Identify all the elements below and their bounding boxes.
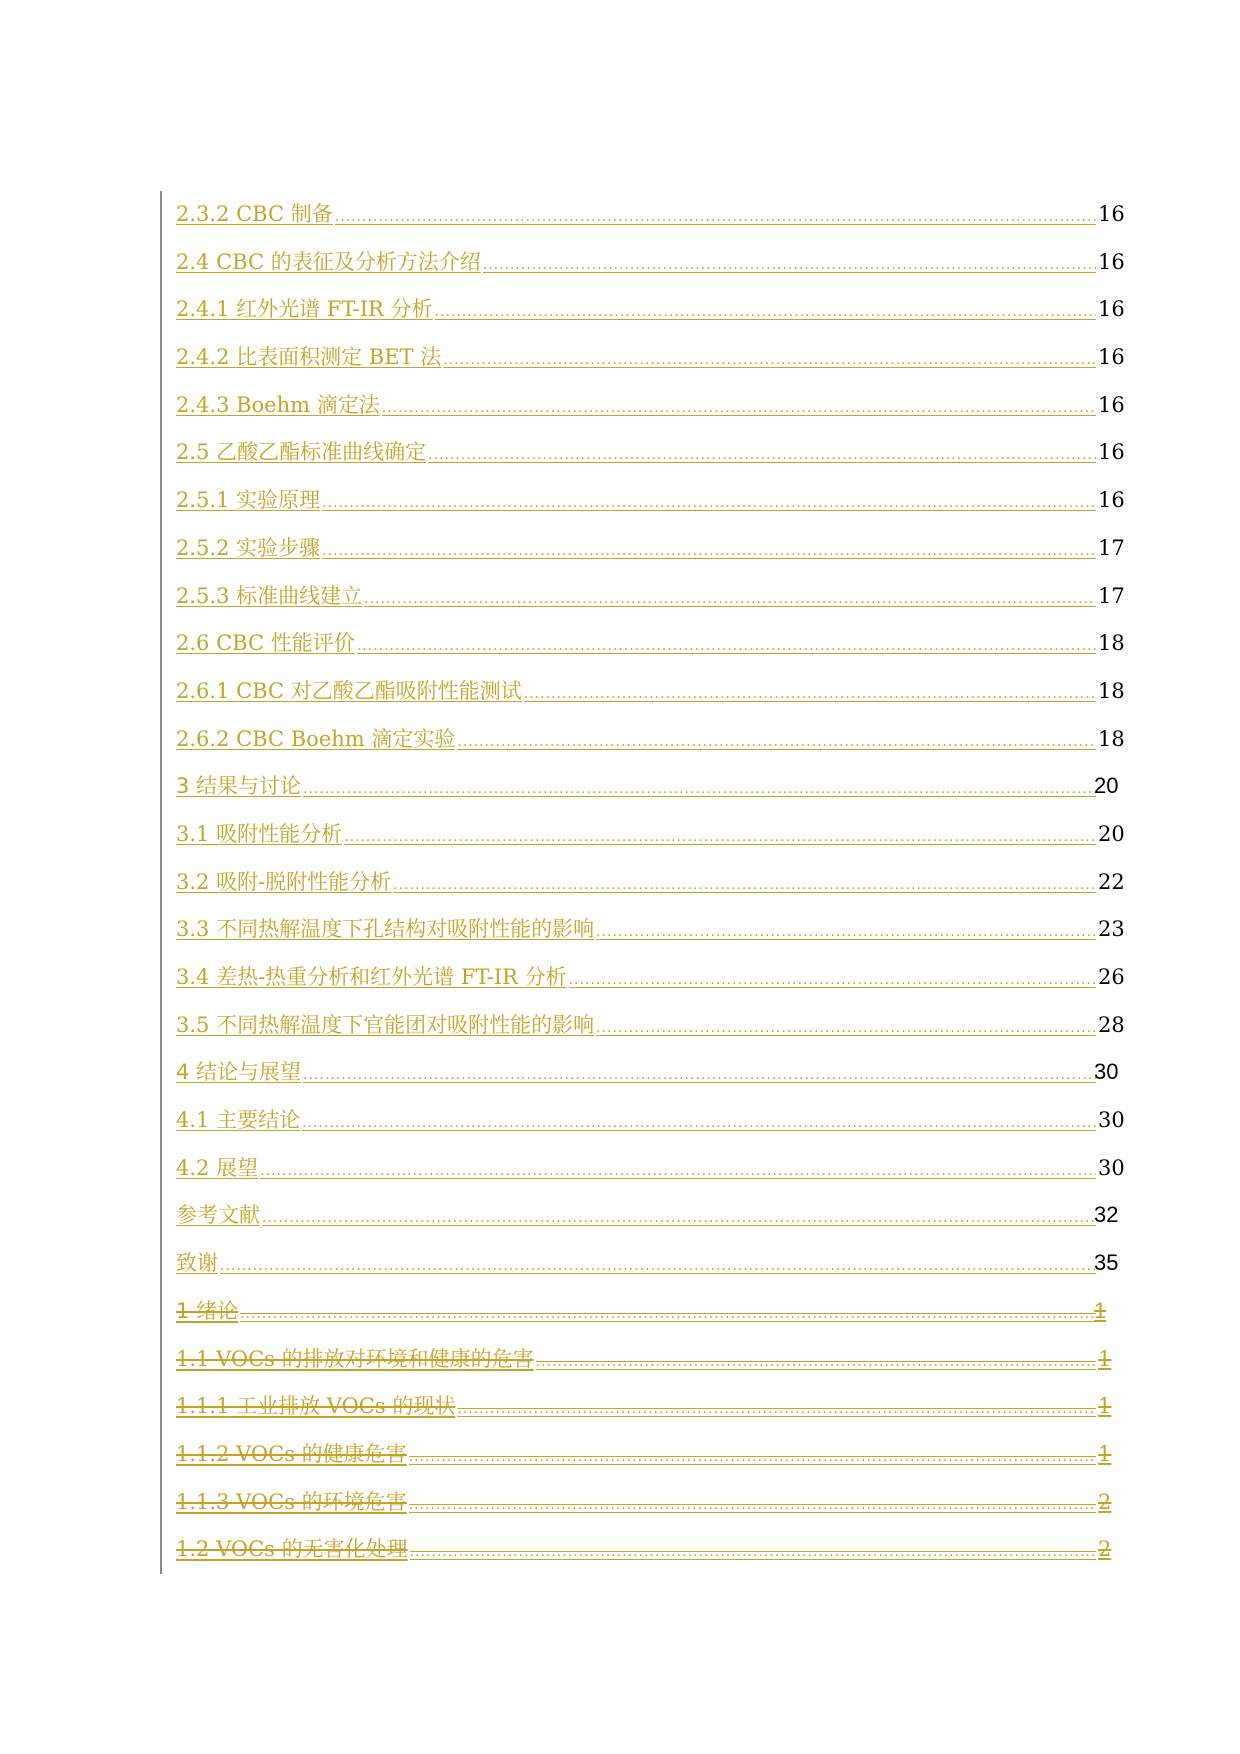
toc-page-number: 23 xyxy=(1098,917,1125,942)
revision-change-bar xyxy=(160,1049,162,1097)
toc-page-number: 16 xyxy=(1098,392,1125,417)
toc-entry xyxy=(160,906,1125,954)
revision-change-bar xyxy=(160,334,162,382)
toc-page-number: 18 xyxy=(1098,631,1125,656)
toc-entry-link[interactable] xyxy=(176,390,1096,420)
toc-page-number: 1 xyxy=(1098,1394,1112,1419)
toc-page-number: 30 xyxy=(1098,1155,1125,1180)
toc-page-number: 16 xyxy=(1098,202,1125,226)
toc-entry-title: 4.1 主要结论 xyxy=(176,1108,301,1133)
toc-entry-link[interactable] xyxy=(176,676,1096,706)
toc-entry xyxy=(160,429,1125,477)
toc-page-number: 1 xyxy=(1098,1346,1112,1371)
toc-entry-title: 2.5 乙酸乙酯标准曲线确定 xyxy=(176,440,427,465)
revision-change-bar xyxy=(160,286,162,334)
toc-entry-link[interactable] xyxy=(176,581,1096,611)
revision-change-bar xyxy=(160,573,162,621)
revision-change-bar xyxy=(160,1240,162,1288)
toc-entry-title: 3.1 吸附性能分析 xyxy=(176,821,343,846)
toc-page-number: 18 xyxy=(1098,726,1125,751)
toc-page-number: 16 xyxy=(1098,297,1125,322)
revision-change-bar xyxy=(160,668,162,716)
toc-page-number: 16 xyxy=(1098,249,1125,274)
toc-dot-leader xyxy=(240,1299,1096,1326)
toc-entry-deleted xyxy=(160,1336,1120,1384)
toc-entry-link[interactable] xyxy=(176,247,1096,277)
toc-page-number: 18 xyxy=(1098,678,1125,703)
toc-entry xyxy=(160,859,1125,907)
toc-dot-leader xyxy=(457,1394,1096,1421)
toc-entry-title: 1.1.2 VOCs 的健康危害 xyxy=(176,1441,407,1466)
toc-entry-link[interactable] xyxy=(176,1296,1096,1326)
toc-entry-title: 1 绪论 xyxy=(176,1298,239,1323)
revision-change-bar xyxy=(160,477,162,525)
toc-dot-leader xyxy=(596,1013,1096,1040)
toc-page-number: 1 xyxy=(1098,1441,1112,1466)
toc-entry-link[interactable] xyxy=(176,724,1096,754)
revision-change-bar xyxy=(160,1288,162,1336)
toc-entry-title: 1.1 VOCs 的排放对环境和健康的危害 xyxy=(176,1346,534,1371)
toc-entry-link[interactable] xyxy=(176,1487,1096,1517)
revision-change-bar xyxy=(160,859,162,907)
revision-change-bar xyxy=(160,716,162,764)
toc-entry xyxy=(160,620,1125,668)
toc-entry xyxy=(160,763,1120,811)
toc-page-number: 22 xyxy=(1098,869,1125,894)
toc-entry xyxy=(160,477,1125,525)
revision-change-bar xyxy=(160,1479,162,1527)
toc-page-number: 35 xyxy=(1094,1250,1119,1276)
toc-entry xyxy=(160,239,1125,287)
toc-entry-deleted xyxy=(160,1431,1120,1479)
toc-dot-leader xyxy=(443,345,1096,372)
toc-entry xyxy=(160,954,1125,1002)
toc-page-number: 30 xyxy=(1094,1059,1119,1085)
toc-page-number: 20 xyxy=(1094,773,1119,799)
toc-entry-deleted xyxy=(160,1288,1120,1336)
toc-entry xyxy=(160,668,1125,716)
toc-entry-title: 2.4.1 红外光谱 FT-IR 分析 xyxy=(176,297,433,322)
toc-entry-title: 2.5.2 实验步骤 xyxy=(176,535,321,560)
toc-entry-title: 3.3 不同热解温度下孔结构对吸附性能的影响 xyxy=(176,917,595,942)
toc-entry-title: 2.5.3 标准曲线建立 xyxy=(176,583,363,608)
toc-entry xyxy=(160,286,1125,334)
toc-entry-link[interactable] xyxy=(176,1344,1096,1374)
toc-entry-title: 致谢 xyxy=(176,1251,218,1276)
toc-entry-title: 2.4.2 比表面积测定 BET 法 xyxy=(176,345,442,370)
toc-page-number: 16 xyxy=(1098,345,1125,370)
toc-dot-leader xyxy=(457,727,1096,754)
toc-entry xyxy=(160,334,1125,382)
toc-page-number: 32 xyxy=(1094,1202,1119,1228)
toc-dot-leader xyxy=(409,1442,1096,1469)
toc-dot-leader xyxy=(483,250,1096,277)
toc-entry-title: 2.6.2 CBC Boehm 滴定实验 xyxy=(176,726,456,751)
toc-entry-link[interactable] xyxy=(176,1534,1096,1564)
toc-page-number: 2 xyxy=(1098,1537,1112,1562)
revision-change-bar xyxy=(160,525,162,573)
toc-page-number: 17 xyxy=(1098,535,1125,560)
toc-entry xyxy=(160,525,1125,573)
toc-entry xyxy=(160,1145,1125,1193)
toc-page-number: 1 xyxy=(1094,1297,1107,1323)
toc-entry-title: 2.3.2 CBC 制备 xyxy=(176,202,333,226)
toc-page-number: 17 xyxy=(1098,583,1125,608)
toc-entry xyxy=(160,191,1125,239)
toc-page-number: 16 xyxy=(1098,488,1125,513)
toc-entry-link[interactable] xyxy=(176,1248,1096,1278)
revision-change-bar xyxy=(160,1002,162,1050)
toc-dot-leader xyxy=(335,202,1096,229)
toc-dot-leader xyxy=(220,1251,1096,1278)
table-of-contents xyxy=(160,191,1125,1574)
toc-entry-title: 2.4 CBC 的表征及分析方法介绍 xyxy=(176,249,481,274)
toc-entry-link[interactable] xyxy=(176,1105,1096,1135)
toc-entry-link[interactable] xyxy=(176,962,1096,992)
toc-entry-link[interactable] xyxy=(176,485,1096,515)
revision-change-bar xyxy=(160,429,162,477)
revision-change-bar xyxy=(160,620,162,668)
revision-change-bar xyxy=(160,382,162,430)
toc-entry-link[interactable] xyxy=(176,437,1096,467)
toc-entry-link[interactable] xyxy=(176,771,1096,801)
toc-entry-link[interactable] xyxy=(176,1200,1096,1230)
toc-dot-leader xyxy=(536,1347,1096,1374)
toc-entry xyxy=(160,811,1125,859)
toc-page-number: 26 xyxy=(1098,965,1125,989)
toc-dot-leader xyxy=(569,965,1096,992)
toc-entry-link[interactable] xyxy=(176,533,1096,563)
toc-entry-link[interactable] xyxy=(176,628,1096,658)
toc-page-number: 2 xyxy=(1098,1489,1112,1514)
toc-dot-leader xyxy=(382,393,1096,420)
toc-page-number: 16 xyxy=(1098,440,1125,465)
toc-entry xyxy=(160,1097,1125,1145)
toc-dot-leader xyxy=(322,488,1096,515)
toc-dot-leader xyxy=(260,1156,1096,1183)
toc-dot-leader xyxy=(357,631,1096,658)
toc-dot-leader xyxy=(393,870,1096,897)
toc-page-number: 28 xyxy=(1098,1012,1125,1037)
toc-entry-title: 4.2 展望 xyxy=(176,1155,259,1180)
toc-entry-title: 2.5.1 实验原理 xyxy=(176,488,321,513)
toc-dot-leader xyxy=(410,1537,1096,1564)
revision-change-bar xyxy=(160,906,162,954)
revision-change-bar xyxy=(160,1097,162,1145)
toc-entry-link[interactable] xyxy=(176,867,1096,897)
toc-dot-leader xyxy=(428,440,1096,467)
toc-entry-link[interactable] xyxy=(176,1439,1096,1469)
toc-entry-link[interactable] xyxy=(176,914,1096,944)
toc-entry-link[interactable] xyxy=(176,342,1096,372)
toc-entry-title: 1.1.1 工业排放 VOCs 的现状 xyxy=(176,1394,456,1419)
toc-entry-link[interactable] xyxy=(176,1010,1096,1040)
toc-dot-leader xyxy=(303,774,1096,801)
toc-entry-link[interactable] xyxy=(176,294,1096,324)
toc-entry xyxy=(160,1240,1120,1288)
toc-entry-title: 1.1.3 VOCs 的环境危害 xyxy=(176,1489,407,1514)
toc-entry xyxy=(160,382,1125,430)
toc-entry-title: 参考文献 xyxy=(176,1203,260,1228)
toc-entry-title: 1.2 VOCs 的无害化处理 xyxy=(176,1537,408,1562)
toc-dot-leader xyxy=(262,1203,1096,1230)
toc-dot-leader xyxy=(344,822,1096,849)
toc-entry-deleted xyxy=(160,1479,1120,1527)
revision-change-bar xyxy=(160,763,162,811)
toc-entry xyxy=(160,1049,1120,1097)
toc-dot-leader xyxy=(435,297,1096,324)
toc-entry-link[interactable] xyxy=(176,1153,1096,1183)
revision-change-bar xyxy=(160,1526,162,1574)
revision-change-bar xyxy=(160,191,162,239)
toc-dot-leader xyxy=(303,1060,1096,1087)
toc-entry xyxy=(160,1192,1120,1240)
toc-page-number: 30 xyxy=(1098,1108,1125,1133)
toc-entry-link[interactable] xyxy=(176,1057,1096,1087)
toc-entry xyxy=(160,716,1125,764)
toc-entry-title: 2.4.3 Boehm 滴定法 xyxy=(176,392,380,417)
toc-entry-link[interactable] xyxy=(176,819,1096,849)
toc-entry-title: 2.6 CBC 性能评价 xyxy=(176,631,355,656)
toc-entry-link[interactable] xyxy=(176,199,1096,229)
toc-entry-deleted xyxy=(160,1383,1120,1431)
toc-dot-leader xyxy=(322,536,1096,563)
toc-entry-title: 3 结果与讨论 xyxy=(176,774,302,799)
revision-change-bar xyxy=(160,1383,162,1431)
revision-change-bar xyxy=(160,239,162,287)
toc-entry-title: 4 结论与展望 xyxy=(176,1060,302,1085)
toc-dot-leader xyxy=(409,1490,1096,1517)
revision-change-bar xyxy=(160,1431,162,1479)
toc-entry xyxy=(160,1002,1125,1050)
toc-dot-leader xyxy=(302,1108,1096,1135)
toc-entry-title: 3.5 不同热解温度下官能团对吸附性能的影响 xyxy=(176,1012,595,1037)
revision-change-bar xyxy=(160,1145,162,1193)
toc-dot-leader xyxy=(364,584,1096,611)
toc-entry xyxy=(160,573,1125,621)
toc-entry-title: 3.4 差热-热重分析和红外光谱 FT-IR 分析 xyxy=(176,965,567,989)
revision-change-bar xyxy=(160,954,162,1002)
toc-dot-leader xyxy=(596,917,1096,944)
toc-dot-leader xyxy=(524,679,1096,706)
revision-change-bar xyxy=(160,1192,162,1240)
toc-entry-deleted xyxy=(160,1526,1120,1574)
toc-page-number: 20 xyxy=(1098,821,1125,846)
toc-entry-link[interactable] xyxy=(176,1391,1096,1421)
toc-entry-title: 2.6.1 CBC 对乙酸乙酯吸附性能测试 xyxy=(176,678,522,703)
revision-change-bar xyxy=(160,811,162,859)
toc-entry-title: 3.2 吸附-脱附性能分析 xyxy=(176,869,392,894)
revision-change-bar xyxy=(160,1336,162,1384)
